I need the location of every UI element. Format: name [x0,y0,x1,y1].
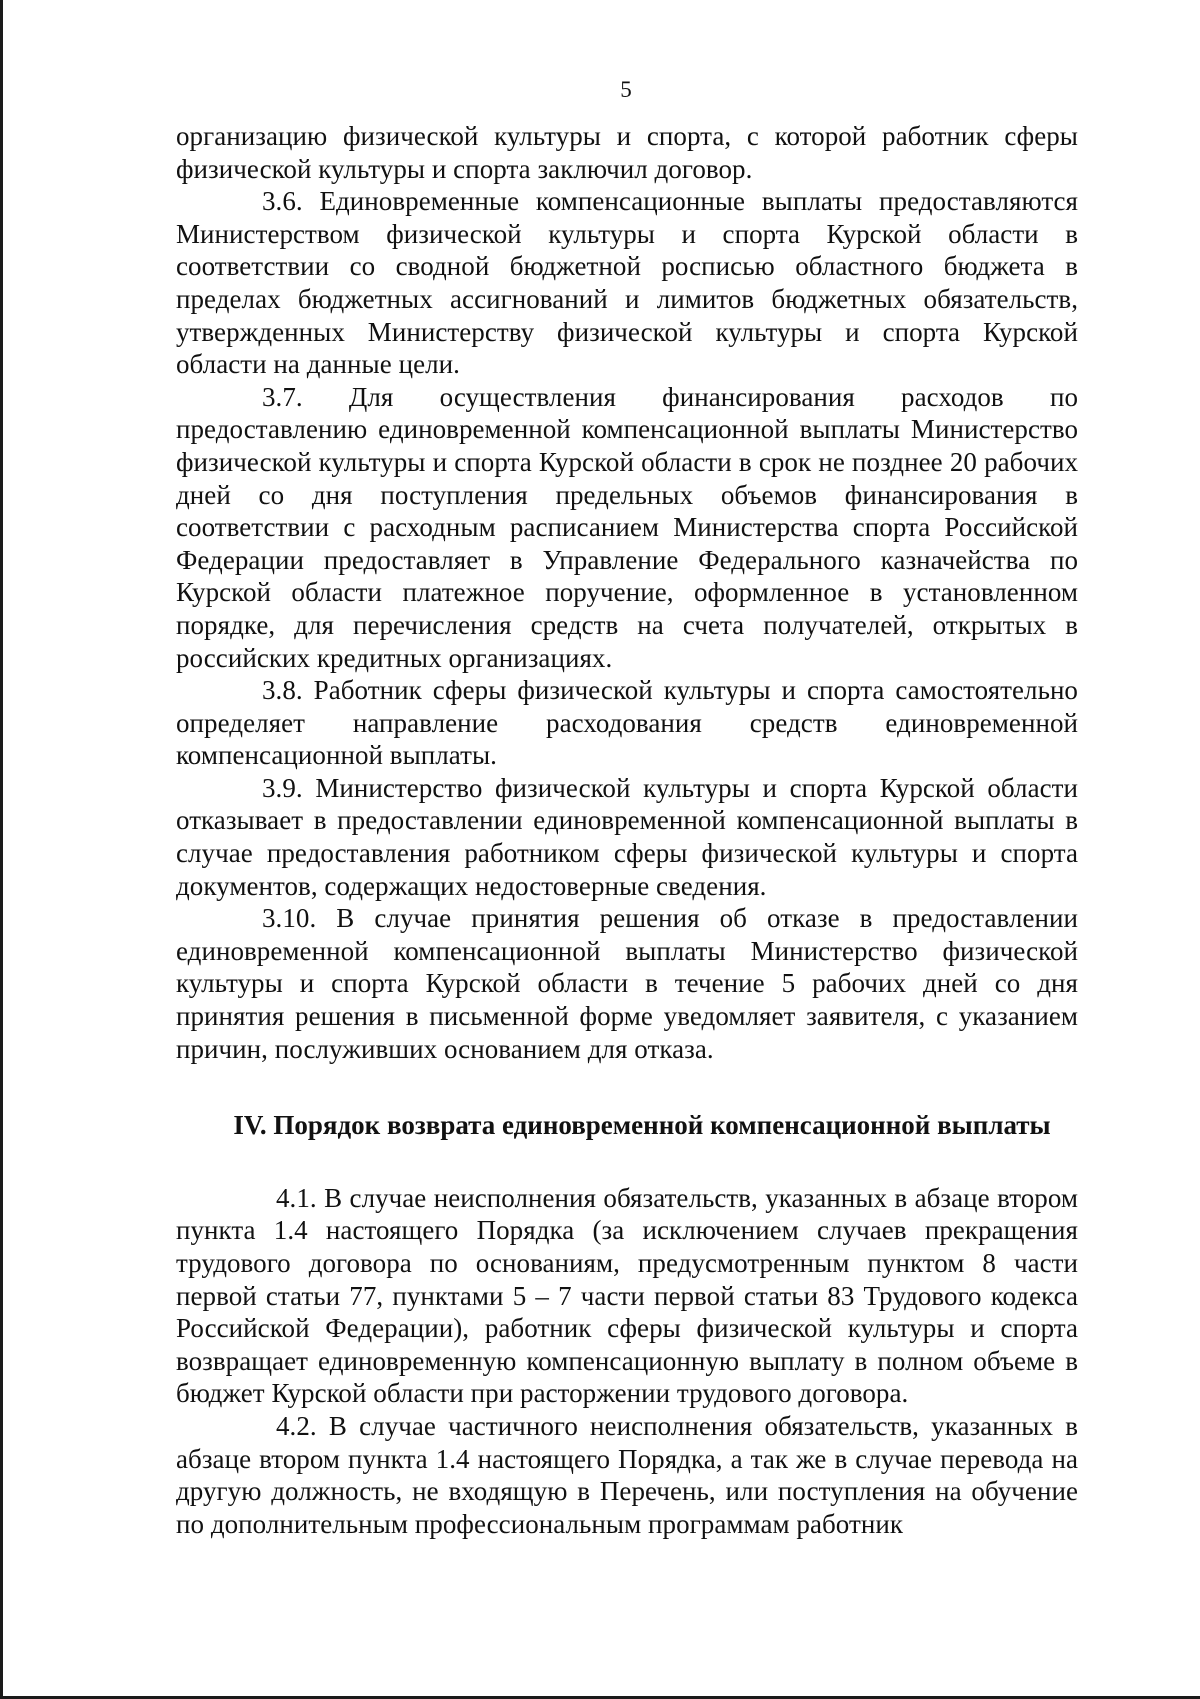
paragraph-3-8: 3.8. Работник сферы физической культуры и спорта самостоятельно определяет направление расходования средств единовременной компенсационной выплаты. [176,675,1078,771]
paragraph-4-1: 4.1. В случае неисполнения обязательств, указанных в абзаце втором пункта 1.4 настоящего Порядка (за исключением случаев прекращения трудового договора по основаниям, предусмотренным пунктом 8 части первой статьи 77, пунктами 5 – 7 части первой статьи 83 Трудового кодекса Российской Федерации), работник сферы физической культуры и спорта возвращает единовременную компенсационную выплату в полном объеме в бюджет Курской области при расторжении трудового договора. [176,1182,1078,1409]
paragraph-3-9: 3.9. Министерство физической культуры и спорта Курской области отказывает в предоставлении единовременной компенсационной выплаты в случае предоставления работником сферы физической культуры и спорта документов, содержащих недостоверные сведения. [176,772,1078,901]
page-number: 5 [620,77,632,102]
paragraph-3-7: 3.7. Для осуществления финансирования расходов по предоставлению единовременной компенсационной выплаты Министерство физической культуры и спорта Курской области в срок не позднее 20 рабочих дней со дня поступления предельных объемов финансирования в соответствии с расходным расписанием Министерства спорта Российской Федерации предоставляет в Управление Федерального казначейства по Курской области платежное поручение, оформленное в установленном порядке, для перечисления средств на счета получателей, открытых в российских кредитных организациях. [176,381,1078,673]
document-body [176,120,1078,1540]
scan-edge-left [0,0,3,1699]
paragraph-3-6: 3.6. Единовременные компенсационные выплаты предоставляются Министерством физической культуры и спорта Курской области в соответствии со сводной бюджетной росписью областного бюджета в пределах бюджетных ассигнований и лимитов бюджетных обязательств, утвержденных Министерству физической культуры и спорта Курской области на данные цели. [176,186,1078,380]
paragraph-continuation: организацию физической культуры и спорта, с которой работник сферы физической культуры и спорта заключил договор. [176,121,1078,184]
paragraph-4-2: 4.2. В случае частичного неисполнения обязательств, указанных в абзаце втором пункта 1.4 настоящего Порядка, а так же в случае перевода на другую должность, не входящую в Перечень, или поступления на обучение по дополнительным профессиональным программам работник [176,1410,1078,1539]
section-4-heading: IV. Порядок возврата единовременной компенсационной выплаты [233,1110,1051,1141]
paragraph-3-10: 3.10. В случае принятия решения об отказе в предоставлении единовременной компенсационной выплаты Министерство физической культуры и спорта Курской области в течение 5 рабочих дней со дня принятия решения в письменной форме уведомляет заявителя, с указанием причин, послуживших основанием для отказа. [176,903,1078,1064]
